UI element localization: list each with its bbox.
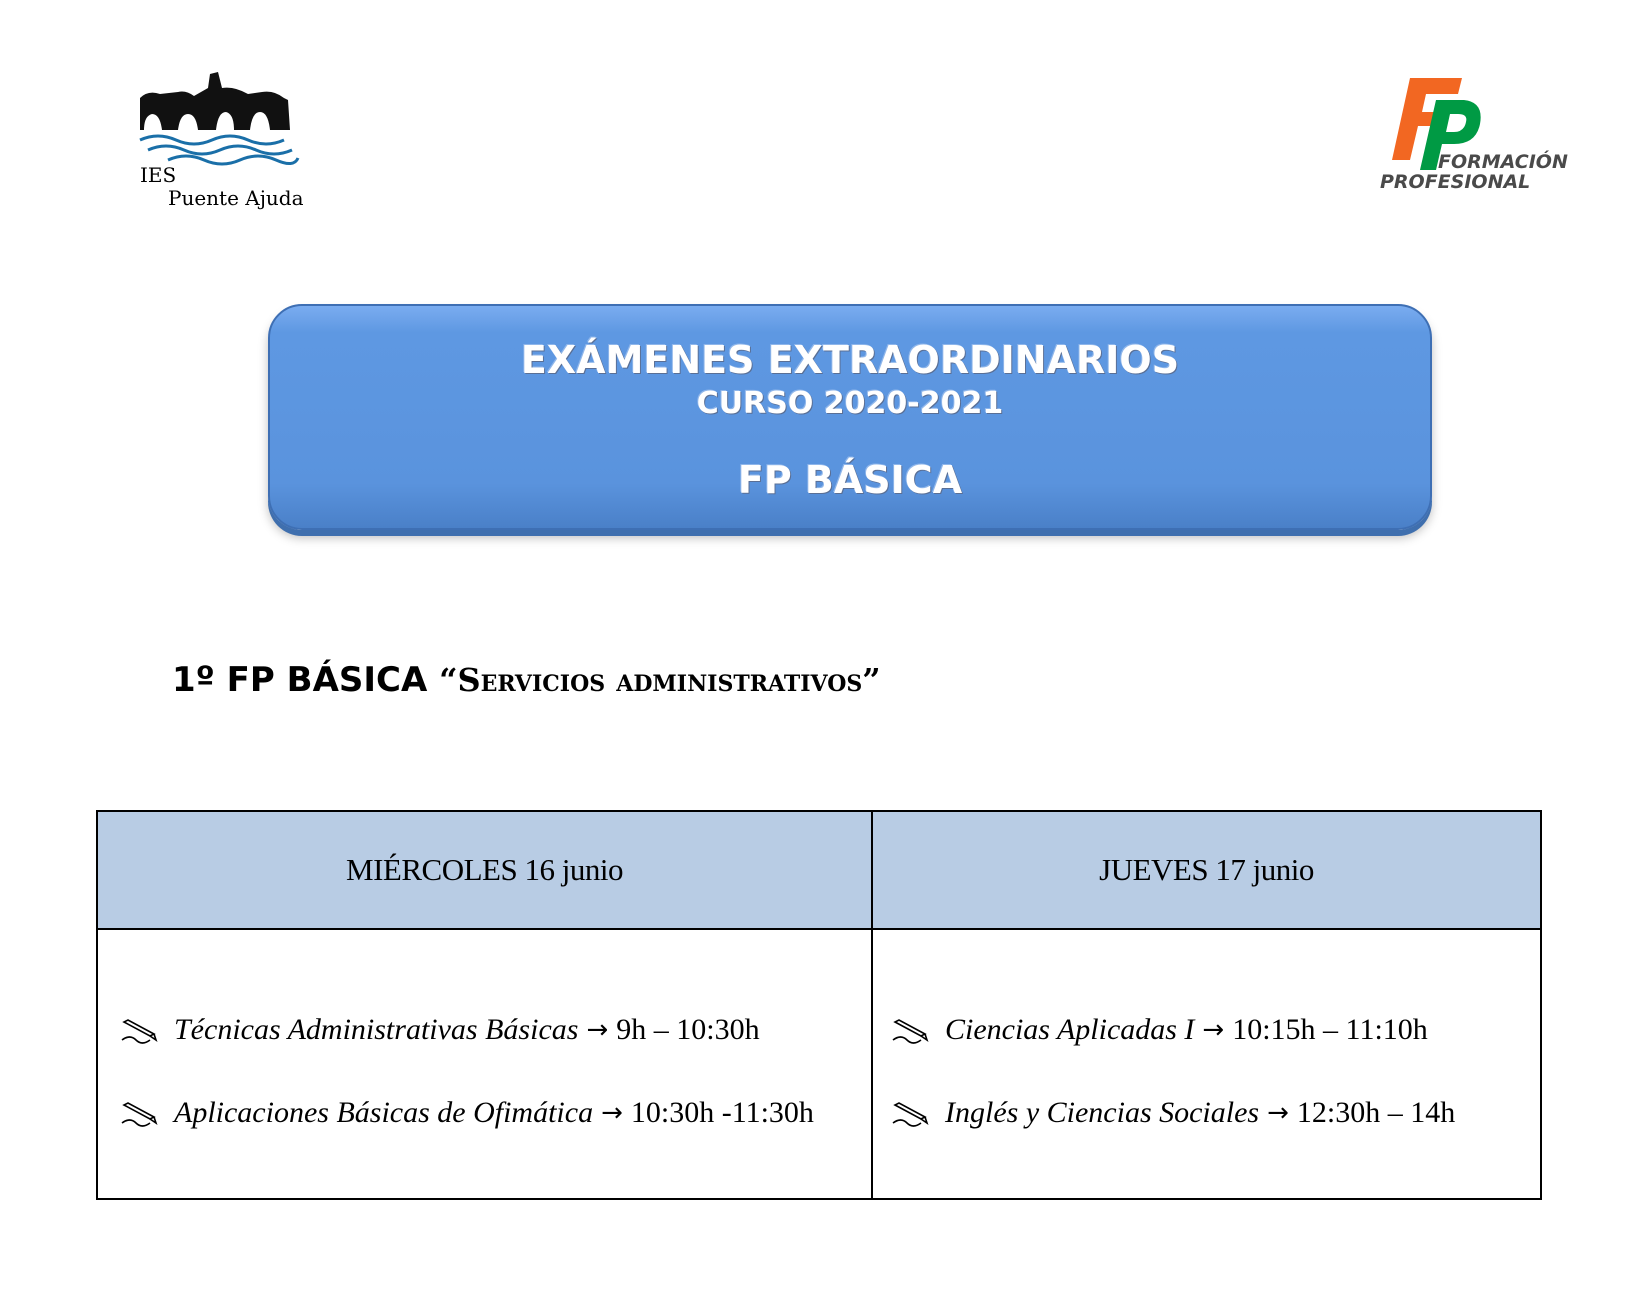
fp-logo-icon: [1380, 74, 1570, 204]
exam-subject: Aplicaciones Básicas de Ofimática: [174, 1096, 594, 1129]
exam-subject: Inglés y Ciencias Sociales: [945, 1096, 1260, 1129]
exam-schedule-table: [96, 810, 1542, 1200]
school-logo-line2: Puente Ajuda: [168, 186, 304, 210]
bridge-logo-icon: [138, 68, 308, 168]
pencil-writing-icon: [120, 1099, 160, 1127]
exam-subject: Técnicas Administrativas Básicas: [174, 1013, 579, 1046]
pencil-writing-icon: [891, 1099, 931, 1127]
school-logo-line1: IES: [140, 163, 177, 187]
right-arrow-icon: →: [601, 1098, 623, 1128]
banner-course: CURSO 2020-2021: [696, 386, 1004, 421]
pencil-writing-icon: [120, 1016, 160, 1044]
right-arrow-icon: →: [1202, 1015, 1225, 1045]
fp-logo-line1: FORMACIÓN: [1438, 151, 1568, 173]
table-row: [97, 929, 1541, 1199]
exam-time: 9h – 10:30h: [616, 1013, 760, 1046]
day-header-thursday: JUEVES 17 junio: [872, 811, 1541, 929]
exam-item: [120, 1010, 870, 1050]
exam-time: 10:15h – 11:10h: [1232, 1013, 1428, 1046]
subtitle-specialty: “Servicios administrativos”: [439, 661, 881, 699]
exam-time: 12:30h – 14h: [1296, 1096, 1456, 1129]
day-cell-wednesday: [97, 929, 872, 1199]
day-header-wednesday: MIÉRCOLES 16 junio: [97, 811, 872, 929]
right-arrow-icon: →: [586, 1015, 609, 1045]
fp-logo: [1380, 74, 1570, 204]
day-cell-thursday: [872, 929, 1541, 1199]
pencil-writing-icon: [891, 1016, 931, 1044]
title-banner: [268, 304, 1432, 530]
exam-item: [120, 1093, 870, 1133]
banner-title: EXÁMENES EXTRAORDINARIOS: [520, 338, 1180, 382]
fp-logo-line2: PROFESIONAL: [1380, 171, 1531, 193]
right-arrow-icon: →: [1267, 1098, 1289, 1128]
page-subtitle: [172, 660, 881, 700]
table-header-row: [97, 811, 1541, 929]
exam-time: 10:30h -11:30h: [630, 1096, 814, 1129]
subtitle-level: 1º FP BÁSICA: [172, 660, 428, 700]
banner-program: FP BÁSICA: [737, 458, 963, 502]
school-logo: [138, 68, 308, 218]
exam-item: [891, 1093, 1539, 1133]
exam-subject: Ciencias Aplicadas I: [945, 1013, 1195, 1046]
exam-item: [891, 1010, 1539, 1050]
